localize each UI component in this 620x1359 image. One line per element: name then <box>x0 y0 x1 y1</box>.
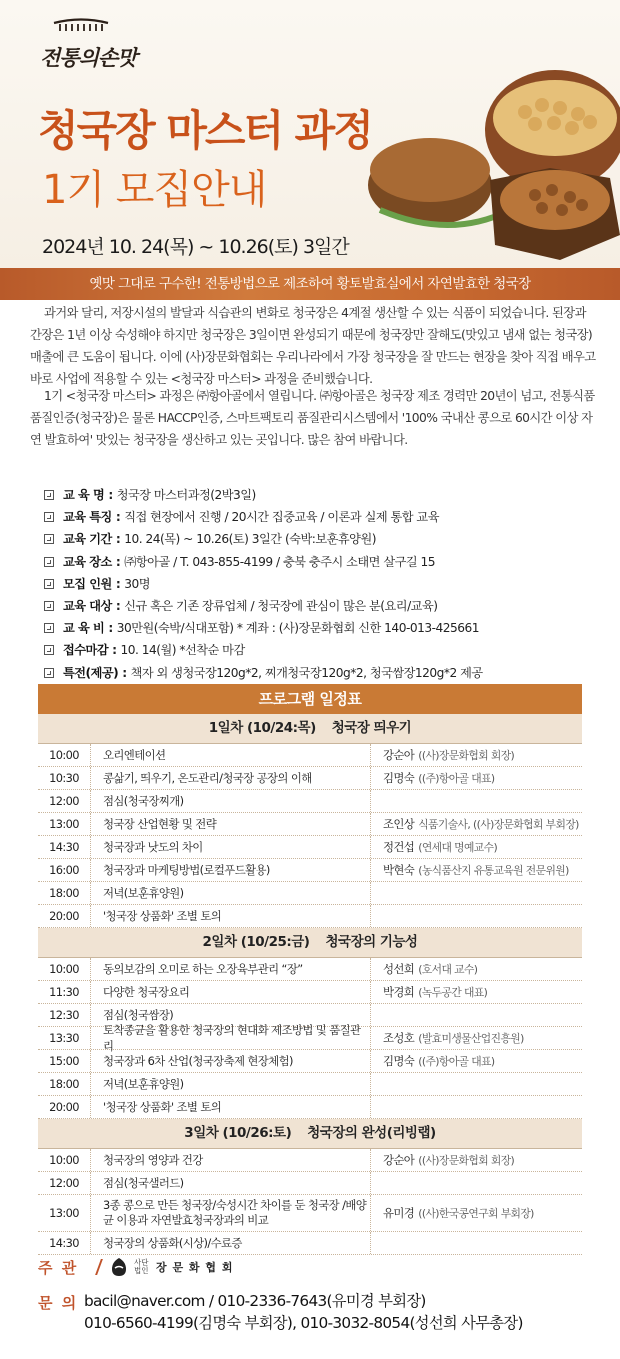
food-illustration <box>320 60 620 260</box>
row-speaker-cell <box>370 981 582 1003</box>
row-speaker-cell <box>370 1073 582 1095</box>
row-speaker-cell <box>370 744 582 766</box>
info-item <box>44 506 604 528</box>
contact-lines <box>84 1290 523 1334</box>
row-time: 15:00 <box>49 1054 79 1068</box>
info-colon: : <box>112 643 117 658</box>
row-speaker-cell <box>370 1232 582 1254</box>
info-label: 교육 기간 <box>63 532 112 547</box>
schedule-row <box>38 1149 582 1172</box>
day-theme: 청국장의 완성(리빙랩) <box>307 1125 436 1141</box>
row-activity: 콩삶기, 띄우기, 온도관리/청국장 공장의 이해 <box>90 767 370 789</box>
info-value: 10. 24(목) ~ 10.26(토) 3일간 (숙박:보훈휴양원) <box>124 532 376 547</box>
bullet-icon <box>44 601 54 611</box>
speaker-name: 김명숙 <box>383 1054 415 1068</box>
info-colon: : <box>115 510 121 525</box>
info-value: 책자 외 생청국장120g*2, 찌개청국장120g*2, 청국쌈장120g*2 제공 <box>130 665 483 680</box>
row-time: 11:30 <box>49 985 79 999</box>
row-speaker-cell <box>370 1027 582 1049</box>
schedule-row <box>38 981 582 1004</box>
schedule-row <box>38 1195 582 1232</box>
speaker-role: ((사)장문화협회 회장) <box>418 1153 515 1167</box>
schedule-row <box>38 859 582 882</box>
speaker-name: 성선희 <box>383 962 415 976</box>
contact-label: 문 의 <box>38 1294 79 1312</box>
row-time: 13:00 <box>49 1206 79 1220</box>
info-value: 30만원(숙박/식대포함) * 계좌 : (사)장문화협회 신한 140-013-425661 <box>116 621 480 636</box>
row-speaker-cell <box>370 1096 582 1118</box>
row-time: 10:30 <box>49 771 79 785</box>
day-theme: 청국장 띄우기 <box>331 720 412 736</box>
row-activity: 청국장의 상품화(시상)/수료증 <box>90 1232 370 1254</box>
hero-header <box>0 0 620 268</box>
row-time: 20:00 <box>49 909 79 923</box>
row-time: 13:00 <box>49 817 79 831</box>
row-time: 18:00 <box>49 886 79 900</box>
host-name: 장 문 화 협 회 <box>156 1261 234 1274</box>
row-activity: 점심(청국쌈장) <box>90 1004 370 1026</box>
row-time: 12:00 <box>49 1176 79 1190</box>
row-activity: 토착종균을 활용한 청국장의 현대화 제조방법 및 품질관리 <box>90 1027 370 1049</box>
info-value: 청국장 마스터과정(2박3일) <box>116 488 256 502</box>
row-time: 12:30 <box>49 1008 79 1022</box>
row-activity: 청국장과 마케팅방법(로컬푸드활용) <box>90 859 370 881</box>
row-speaker-cell <box>370 1172 582 1194</box>
speaker-role: ((사)장문화협회 회장) <box>418 748 515 762</box>
row-speaker-cell <box>370 859 582 881</box>
speaker-name: 정건섭 <box>383 840 415 854</box>
speaker-role: ((사)한국콩연구회 부회장) <box>418 1206 534 1220</box>
bullet-icon <box>44 623 54 633</box>
row-speaker-cell <box>370 1195 582 1231</box>
row-speaker-cell <box>370 882 582 904</box>
contact-row <box>38 1290 608 1334</box>
row-speaker-cell <box>370 905 582 927</box>
schedule-title: 프로그램 일정표 <box>38 684 582 714</box>
row-speaker-cell <box>370 767 582 789</box>
host-type: 사단 법인 <box>134 1258 149 1275</box>
speaker-role: (연세대 명예교수) <box>418 840 498 854</box>
row-time: 16:00 <box>49 863 79 877</box>
speaker-role: 식품기술사, ((사)장문화협회 부회장) <box>418 817 579 831</box>
intro-paragraph-1: 과거와 달리, 저장시설의 발달과 식습관의 변화로 청국장은 4계절 생산할 수 있는 식품이 되었습니다. 된장과 간장은 1년 이상 숙성해야 하지만 청국장은 3일이면 완성되기 때문에 청국장만 잘해도(맛있고 냄새 없는 청국장) 매출에 큰 도움이 됩니다. 이에 (사)장문화협회는 우리나라에서 가장 청국장을 잘 만드는 현장을 찾아 직접 배우고 바로 사업에 적용할 수 있는 <청국장 마스터> 과정을 준비했습니다. <box>30 306 596 386</box>
speaker-name: 김명숙 <box>383 771 415 785</box>
row-time: 10:00 <box>49 962 79 976</box>
row-speaker-cell <box>370 958 582 980</box>
info-value: 신규 혹은 기존 장류업체 / 청국장에 관심이 많은 분(요리/교육) <box>124 598 438 613</box>
schedule-row <box>38 744 582 767</box>
bullet-icon <box>44 512 54 522</box>
speaker-role: ((주)항아골 대표) <box>418 1054 495 1068</box>
speaker-name: 조성호 <box>383 1031 415 1045</box>
row-activity: 점심(청국장찌개) <box>90 790 370 812</box>
row-activity: 청국장과 6차 산업(청국장축제 현장체험) <box>90 1050 370 1072</box>
bullet-icon <box>44 579 54 589</box>
speaker-role: (녹두공간 대표) <box>418 985 488 999</box>
info-value: 10. 14(월) *선착순 마감 <box>120 643 245 658</box>
schedule-row <box>38 905 582 928</box>
row-time: 14:30 <box>49 840 79 854</box>
host-row <box>38 1252 608 1282</box>
info-colon: : <box>115 576 121 591</box>
info-value: 30명 <box>124 576 150 591</box>
row-activity: 다양한 청국장요리 <box>90 981 370 1003</box>
tagline-banner: 옛맛 그대로 구수한! 전통방법으로 제조하여 황토발효실에서 자연발효한 청국장 <box>0 268 620 300</box>
info-label: 교육 대상 <box>63 598 112 613</box>
association-logo-icon <box>108 1256 130 1278</box>
info-label: 접수마감 <box>63 643 109 658</box>
footer <box>38 1252 608 1334</box>
speaker-role: (호서대 교수) <box>418 962 478 976</box>
row-activity: 청국장과 낫도의 차이 <box>90 836 370 858</box>
schedule-row <box>38 1096 582 1119</box>
row-time: 14:30 <box>49 1236 79 1250</box>
schedule-row <box>38 958 582 981</box>
speaker-name: 강순아 <box>383 1153 415 1167</box>
info-item <box>44 595 604 617</box>
row-activity: 오리엔테이션 <box>90 744 370 766</box>
info-item <box>44 484 604 506</box>
speaker-name: 유미경 <box>383 1206 415 1220</box>
row-speaker-cell <box>370 1050 582 1072</box>
roof-icon <box>52 18 110 32</box>
schedule-row <box>38 882 582 905</box>
bullet-icon <box>44 490 54 500</box>
intro-paragraph-2: 1기 <청국장 마스터> 과정은 ㈜항아골에서 열립니다. ㈜항아골은 청국장 제조 경력만 20년이 넘고, 전통식품 품질인증(청국장)은 물론 HACCP인증, 스마트팩토리 품질관리시스템에서 '100% 국내산 콩으로 60시간 이상 자연 발효하여' 맛있는 청국장을 생산하고 있는 곳입니다. 많은 참여 바랍니다. <box>30 389 595 447</box>
info-label: 교육 장소 <box>63 554 112 569</box>
speaker-name: 조인상 <box>383 817 415 831</box>
row-speaker-cell <box>370 1149 582 1171</box>
day-label: 2일차 (10/25:금) <box>202 934 310 950</box>
row-speaker-cell <box>370 836 582 858</box>
info-item <box>44 573 604 595</box>
info-value: ㈜항아골 / T. 043-855-4199 / 충북 충주시 소태면 살구길 15 <box>124 554 436 569</box>
row-time: 12:00 <box>49 794 79 808</box>
row-activity: 저녁(보훈휴양원) <box>90 1073 370 1095</box>
brand-name: 전통의손맛 <box>40 45 137 70</box>
speaker-role: (농식품산지 유통교육원 전문위원) <box>418 863 569 877</box>
row-activity: '청국장 상품화' 조별 토의 <box>90 905 370 927</box>
course-info-list <box>44 484 604 684</box>
info-item <box>44 551 604 573</box>
course-dates: 2024년 10. 24(목) ~ 10.26(토) 3일간 <box>42 236 349 258</box>
row-speaker-cell <box>370 813 582 835</box>
row-time: 20:00 <box>49 1100 79 1114</box>
bullet-icon <box>44 668 54 678</box>
info-item <box>44 528 604 550</box>
row-activity: '청국장 상품화' 조별 토의 <box>90 1096 370 1118</box>
info-colon: : <box>108 488 113 502</box>
day-theme: 청국장의 기능성 <box>325 934 418 950</box>
row-time: 10:00 <box>49 1153 79 1167</box>
row-time: 18:00 <box>49 1077 79 1091</box>
info-item <box>44 617 604 639</box>
schedule-row <box>38 1023 582 1053</box>
speaker-name: 박경희 <box>383 985 415 999</box>
schedule-body <box>38 714 582 1255</box>
day-label: 3일차 (10/26:토) <box>184 1125 292 1141</box>
brand-logo <box>40 14 140 72</box>
bullet-icon <box>44 534 54 544</box>
schedule-row <box>38 767 582 790</box>
info-label: 모집 인원 <box>63 576 112 591</box>
row-activity: 3종 콩으로 만든 청국장/숙성시간 차이를 둔 청국장 /배양균 이용과 자연발효청국장과의 비교 <box>90 1195 370 1231</box>
bullet-icon <box>44 557 54 567</box>
info-colon: : <box>115 598 121 613</box>
speaker-role: (발효미생물산업진흥원) <box>418 1031 524 1045</box>
schedule-row <box>38 836 582 859</box>
speaker-name: 박현숙 <box>383 863 415 877</box>
info-item <box>44 639 604 661</box>
row-activity: 점심(청국샐러드) <box>90 1172 370 1194</box>
contact-email-line: bacil@naver.com / 010-2336-7643(유미경 부회장) <box>84 1292 426 1310</box>
info-item <box>44 662 604 684</box>
row-speaker-cell <box>370 1004 582 1026</box>
day-header <box>38 928 582 958</box>
row-time: 13:30 <box>49 1031 79 1045</box>
day-header <box>38 714 582 744</box>
schedule-row <box>38 1073 582 1096</box>
row-time: 10:00 <box>49 748 79 762</box>
info-colon: : <box>122 665 127 680</box>
info-colon: : <box>115 554 121 569</box>
host-label: 주 관 <box>38 1258 79 1277</box>
contact-phone-line: 010-6560-4199(김명숙 부회장), 010-3032-8054(성선희 사무총장) <box>84 1314 523 1332</box>
bullet-icon <box>44 645 54 655</box>
info-colon: : <box>115 532 121 547</box>
row-activity: 청국장의 영양과 건강 <box>90 1149 370 1171</box>
info-value: 직접 현장에서 진행 / 20시간 집중교육 / 이론과 실제 통합 교육 <box>124 510 439 525</box>
row-activity: 동의보감의 오미로 하는 오장육부관리 “장” <box>90 958 370 980</box>
schedule-table <box>38 684 582 1255</box>
title-line1: 청국장 마스터 과정 <box>38 106 372 155</box>
day-label: 1일차 (10/24:목) <box>208 720 316 736</box>
schedule-row <box>38 813 582 836</box>
row-activity: 청국장 산업현황 및 전략 <box>90 813 370 835</box>
title-line2: 1기 모집안내 <box>42 167 267 213</box>
schedule-row <box>38 1172 582 1195</box>
schedule-row <box>38 790 582 813</box>
info-label: 교 육 명 <box>63 488 105 502</box>
info-label: 특전(제공) <box>63 665 119 680</box>
schedule-row <box>38 1050 582 1073</box>
speaker-name: 강순아 <box>383 748 415 762</box>
info-colon: : <box>108 621 113 636</box>
row-speaker-cell <box>370 790 582 812</box>
day-header <box>38 1119 582 1149</box>
row-activity: 저녁(보훈휴양원) <box>90 882 370 904</box>
speaker-role: ((주)항아골 대표) <box>418 771 495 785</box>
info-label: 교 육 비 <box>63 621 105 636</box>
info-label: 교육 특징 <box>63 510 112 525</box>
